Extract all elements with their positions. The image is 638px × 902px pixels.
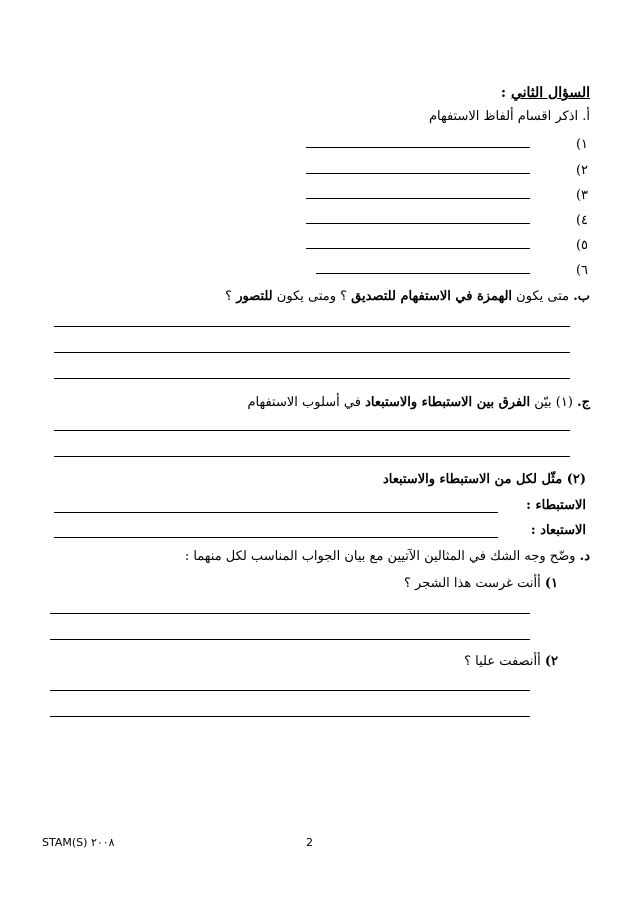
example-2-line-2[interactable] <box>50 716 530 717</box>
part-b-line-1[interactable] <box>54 326 570 327</box>
part-d-marker: د. <box>579 549 590 564</box>
example-1-number: ١) <box>544 576 558 591</box>
answer-number-5: ٥) <box>575 238 588 253</box>
istibta-label: الاستبطاء : <box>526 498 586 513</box>
part-b-pre: متى يكون <box>516 289 570 304</box>
answer-number-1: ١) <box>575 137 588 152</box>
example-1-line-1[interactable] <box>50 613 530 614</box>
answer-line-1[interactable] <box>306 147 530 148</box>
example-2-line-1[interactable] <box>50 690 530 691</box>
part-c-bold: الفرق بين الاستبطاء والاستبعاد <box>365 395 531 410</box>
answer-line-5[interactable] <box>306 248 530 249</box>
example-2-number: ٢) <box>544 654 558 669</box>
example-2-text: أأنصفت عليا ؟ <box>464 654 541 669</box>
example-1-text: أأنت غرست هذا الشجر ؟ <box>404 576 541 591</box>
istibad-answer-line[interactable] <box>54 537 498 538</box>
part-c-pre: (١) بيّن <box>534 395 573 410</box>
answer-line-3[interactable] <box>306 198 530 199</box>
question-title <box>501 84 590 102</box>
part-b-bold2: للتصور <box>236 289 273 304</box>
part-a-prompt <box>429 108 590 126</box>
part-a-marker: أ. <box>582 109 590 124</box>
part-b-line-3[interactable] <box>54 378 570 379</box>
part-d-prompt <box>185 548 590 566</box>
part-c-marker: ج. <box>577 395 590 410</box>
answer-number-4: ٤) <box>575 213 588 228</box>
answer-line-6[interactable] <box>316 273 530 274</box>
istibta-answer-line[interactable] <box>54 512 498 513</box>
answer-line-2[interactable] <box>306 173 530 174</box>
part-c-line-1[interactable] <box>54 430 570 431</box>
example-2 <box>464 653 558 671</box>
istibad-label: الاستبعاد : <box>530 523 586 538</box>
page-number: 2 <box>306 836 313 849</box>
answer-number-2: ٢) <box>575 163 588 178</box>
footer-code: STAM(S) ٢٠٠٨ <box>42 836 115 849</box>
answer-number-3: ٣) <box>575 188 588 203</box>
part-c2-prompt: (٢) مثّل لكل من الاستبطاء والاستبعاد <box>382 472 586 487</box>
example-1 <box>404 575 558 593</box>
part-b-prompt <box>225 288 590 306</box>
part-b-bold1: الهمزة في الاستفهام للتصديق <box>351 289 513 304</box>
part-a-text: اذكر اقسام ألفاظ الاستفهام <box>428 109 579 124</box>
part-c-prompt <box>247 394 590 412</box>
part-b-mid: ؟ ومتى يكون <box>276 289 348 304</box>
example-1-line-2[interactable] <box>50 639 530 640</box>
part-d-text: وضّح وجه الشك في المثالين الآتيين مع بيان الجواب المناسب لكل منهما : <box>184 549 576 564</box>
question-title-text: السؤال الثاني <box>510 85 590 101</box>
part-c-line-2[interactable] <box>54 456 570 457</box>
part-b-post: ؟ <box>225 289 233 304</box>
part-b-line-2[interactable] <box>54 352 570 353</box>
part-c-post: في أسلوب الاستفهام <box>247 395 361 410</box>
title-colon: : <box>500 85 507 101</box>
answer-line-4[interactable] <box>306 223 530 224</box>
answer-number-6: ٦) <box>575 263 588 278</box>
part-b-marker: ب. <box>573 289 590 304</box>
